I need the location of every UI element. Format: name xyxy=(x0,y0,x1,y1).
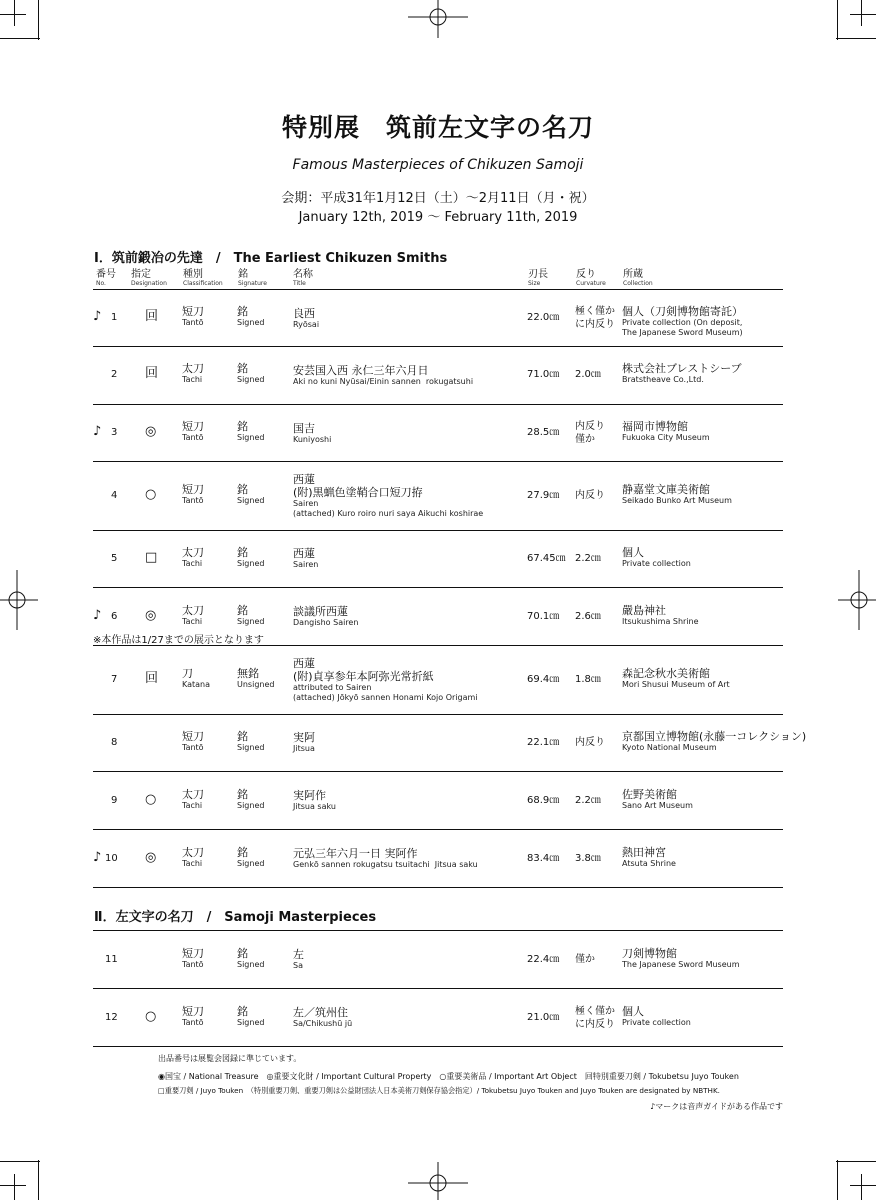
row6-note: ※本作品は1/27までの展示となります xyxy=(93,635,264,646)
curvature: 僅か xyxy=(575,953,595,965)
collection: 熱田神宮 Atsuta Shrine xyxy=(622,845,676,868)
col-header-no: 番号 No. xyxy=(96,269,116,287)
classification: 短刀 Tantō xyxy=(182,305,204,327)
audio-guide-icon: ♪ xyxy=(93,424,102,439)
blade-length: 67.45㎝ xyxy=(527,552,566,564)
designation-icon: ○ xyxy=(145,1008,157,1024)
signature: 銘 Signed xyxy=(237,729,265,752)
signature: 銘 Signed xyxy=(237,420,265,442)
signature: 銘 Signed xyxy=(237,362,265,384)
artwork-title: 西蓮 (附)黒蝋色塗鞘合口短刀拵 Sairen (attached) Kuro roiro nuri saya Aikuchi koshirae xyxy=(293,473,484,518)
signature: 銘 Signed xyxy=(237,787,265,810)
designation-icon: ○ xyxy=(145,487,157,502)
classification: 短刀 Tantō xyxy=(182,729,204,752)
audio-guide-icon: ♪ xyxy=(93,309,102,324)
footer-note-1: 出品番号は展覧会図録に準じています。 xyxy=(158,1054,302,1063)
item-number: 6 xyxy=(111,610,118,622)
classification: 太刀 Tachi xyxy=(182,545,204,568)
section2-rule xyxy=(93,930,783,931)
table-row xyxy=(93,646,783,714)
classification: 短刀 Tantō xyxy=(182,420,204,442)
artwork-title: 元弘三年六月一日 実阿作 Genkō sannen rokugatsu tsuitachi Jitsua saku xyxy=(293,847,478,869)
table-row xyxy=(93,772,783,829)
col-header-classification: 種別 Classification xyxy=(183,269,223,287)
curvature: 2.2㎝ xyxy=(575,552,601,564)
item-number: 9 xyxy=(111,794,118,806)
registration-mark-bottom xyxy=(408,1158,468,1200)
col-header-designation: 指定 Designation xyxy=(131,269,167,287)
signature: 銘 Signed xyxy=(237,483,265,505)
registration-mark-right xyxy=(834,570,876,630)
table-row xyxy=(93,462,783,530)
section-heading-2: Ⅱ．左文字の名刀 / Samoji Masterpieces xyxy=(94,910,377,925)
table-row xyxy=(93,989,783,1046)
designation-icon: □ xyxy=(145,549,158,565)
artwork-title: 西蓮 (附)貞享参年本阿弥光常折紙 attributed to Sairen (attached) Jōkyō sannen Honami Kojo Origami xyxy=(293,657,478,702)
collection: 個人（刀剣博物館寄託） Private collection (On deposit, The Japanese Sword Museum) xyxy=(622,305,743,337)
item-number: 12 xyxy=(105,1011,118,1023)
item-number: 10 xyxy=(105,852,118,864)
table-row xyxy=(93,931,783,988)
section-heading-1: Ⅰ．筑前鍛冶の先達 / The Earliest Chikuzen Smiths xyxy=(94,251,448,266)
footer-audio-note: ♪マークは音声ガイドがある作品です xyxy=(650,1102,783,1111)
collection: 福岡市博物館 Fukuoka City Museum xyxy=(622,420,710,442)
collection: 佐野美術館 Sano Art Museum xyxy=(622,787,693,810)
blade-length: 22.1㎝ xyxy=(527,736,560,748)
designation-icon: ◎ xyxy=(145,424,157,439)
curvature: 極く僅か に内反り xyxy=(575,1005,615,1030)
table-row xyxy=(93,405,783,461)
blade-length: 68.9㎝ xyxy=(527,794,560,806)
curvature: 内反り xyxy=(575,736,605,748)
curvature: 2.6㎝ xyxy=(575,610,601,622)
signature: 銘 Signed xyxy=(237,845,265,868)
designation-icon: ◎ xyxy=(145,849,157,865)
curvature: 極く僅か に内反り xyxy=(575,306,615,330)
page-subtitle: Famous Masterpieces of Chikuzen Samoji xyxy=(292,157,584,173)
col-header-size: 刃長 Size xyxy=(528,269,548,287)
item-number: 7 xyxy=(111,674,118,685)
curvature: 内反り xyxy=(575,490,605,501)
classification: 太刀 Tachi xyxy=(182,845,204,868)
classification: 太刀 Tachi xyxy=(182,603,204,626)
table-row xyxy=(93,714,807,771)
blade-length: 27.9㎝ xyxy=(527,490,560,501)
blade-length: 22.0㎝ xyxy=(527,312,560,323)
artwork-title: 国吉 Kuniyoshi xyxy=(293,421,332,444)
classification: 短刀 Tantō xyxy=(182,483,204,505)
blade-length: 71.0㎝ xyxy=(527,369,560,380)
table-row xyxy=(93,346,783,404)
table-row xyxy=(93,830,783,887)
page-title: 特別展 筑前左文字の名刀 xyxy=(281,113,594,142)
collection: 刀剣博物館 The Japanese Sword Museum xyxy=(622,946,740,969)
item-number: 3 xyxy=(111,427,118,438)
signature: 無銘 Unsigned xyxy=(237,667,275,689)
artwork-title: 良西 Ryōsai xyxy=(293,306,320,329)
curvature: 2.0㎝ xyxy=(575,369,601,380)
item-number: 1 xyxy=(111,312,118,323)
artwork-title: 安芸国入西 永仁三年六月日 Aki no kuni Nyūsai/Einin sannen rokugatsuhi xyxy=(293,363,474,386)
curvature: 3.8㎝ xyxy=(575,852,601,864)
curvature: 2.2㎝ xyxy=(575,794,601,806)
item-number: 11 xyxy=(105,953,118,965)
designation-icon: 回 xyxy=(145,671,159,686)
blade-length: 22.4㎝ xyxy=(527,953,560,965)
curvature: 1.8㎝ xyxy=(575,674,601,685)
signature: 銘 Signed xyxy=(237,603,265,626)
designation-icon: ◎ xyxy=(145,607,157,623)
col-header-curvature: 反り Curvature xyxy=(576,269,606,287)
item-number: 8 xyxy=(111,736,118,748)
item-number: 4 xyxy=(111,490,118,501)
registration-mark-left xyxy=(0,570,42,630)
artwork-title: 談議所西蓮 Dangisho Sairen xyxy=(293,605,359,627)
classification: 短刀 Tantō xyxy=(182,946,204,969)
blade-length: 28.5㎝ xyxy=(527,427,560,438)
exhibition-period-en: January 12th, 2019 〜 February 11th, 2019 xyxy=(298,210,578,225)
row-rule xyxy=(93,887,783,888)
signature: 銘 Signed xyxy=(237,545,265,568)
blade-length: 21.0㎝ xyxy=(527,1011,560,1023)
col-header-collection: 所蔵 Collection xyxy=(623,269,653,287)
classification: 太刀 Tachi xyxy=(182,787,204,810)
designation-icon: 回 xyxy=(145,366,159,381)
footer-legend-1: ◉国宝 / National Treasure ◎重要文化財 / Important Cultural Property ○重要美術品 / Important Art Object 回特別重要刀剣 / Tokubetsu Juyo Touken xyxy=(158,1072,739,1081)
col-header-signature: 銘 Signature xyxy=(238,269,267,287)
blade-length: 70.1㎝ xyxy=(527,610,560,622)
collection: 京都国立博物館(永藤一コレクション) Kyoto National Museum xyxy=(622,729,807,752)
registration-mark-top xyxy=(408,0,468,42)
signature: 銘 Signed xyxy=(237,946,265,969)
table-row xyxy=(93,290,783,346)
exhibition-period-ja: 会期：平成31年1月12日（土）〜2月11日（月・祝） xyxy=(281,191,595,206)
classification: 刀 Katana xyxy=(182,667,211,689)
artwork-title: 実阿作 Jitsua saku xyxy=(293,789,336,811)
row-rule xyxy=(93,1046,783,1047)
item-number: 2 xyxy=(111,369,118,380)
table-row xyxy=(93,530,783,587)
collection: 森記念秋水美術館 Mori Shusui Museum of Art xyxy=(622,667,730,689)
collection: 個人 Private collection xyxy=(622,545,691,568)
signature: 銘 Signed xyxy=(237,1004,265,1027)
blade-length: 83.4㎝ xyxy=(527,852,560,864)
artwork-title: 実阿 Jitsua xyxy=(293,731,315,753)
footer-legend-2: □重要刀剣 / Juyo Touken （特別重要刀剣、重要刀剣は公益財団法人日本美術刀剣保存協会指定）/ Tokubetsu Juyo Touken and Juyo Touken are designated by NBTHK. xyxy=(158,1086,720,1095)
audio-guide-icon: ♪ xyxy=(93,607,102,623)
classification: 短刀 Tantō xyxy=(182,1004,204,1027)
classification: 太刀 Tachi xyxy=(182,362,204,384)
col-header-title: 名称 Title xyxy=(293,269,313,287)
artwork-title: 左 Sa xyxy=(293,948,304,970)
collection: 静嘉堂文庫美術館 Seikado Bunko Art Museum xyxy=(622,483,732,505)
designation-icon: 回 xyxy=(145,309,159,324)
audio-guide-icon: ♪ xyxy=(93,849,102,865)
blade-length: 69.4㎝ xyxy=(527,674,560,685)
signature: 銘 Signed xyxy=(237,305,265,327)
artwork-title: 西蓮 Sairen xyxy=(293,547,319,569)
collection: 個人 Private collection xyxy=(622,1004,691,1027)
designation-icon: ○ xyxy=(145,791,157,807)
curvature: 内反り 僅か xyxy=(575,421,605,445)
collection: 株式会社ブレストシーブ Bratstheave Co.,Ltd. xyxy=(622,362,742,384)
item-number: 5 xyxy=(111,552,118,564)
collection: 嚴島神社 Itsukushima Shrine xyxy=(622,603,699,626)
artwork-title: 左／筑州住 Sa/Chikushū jū xyxy=(293,1006,353,1028)
